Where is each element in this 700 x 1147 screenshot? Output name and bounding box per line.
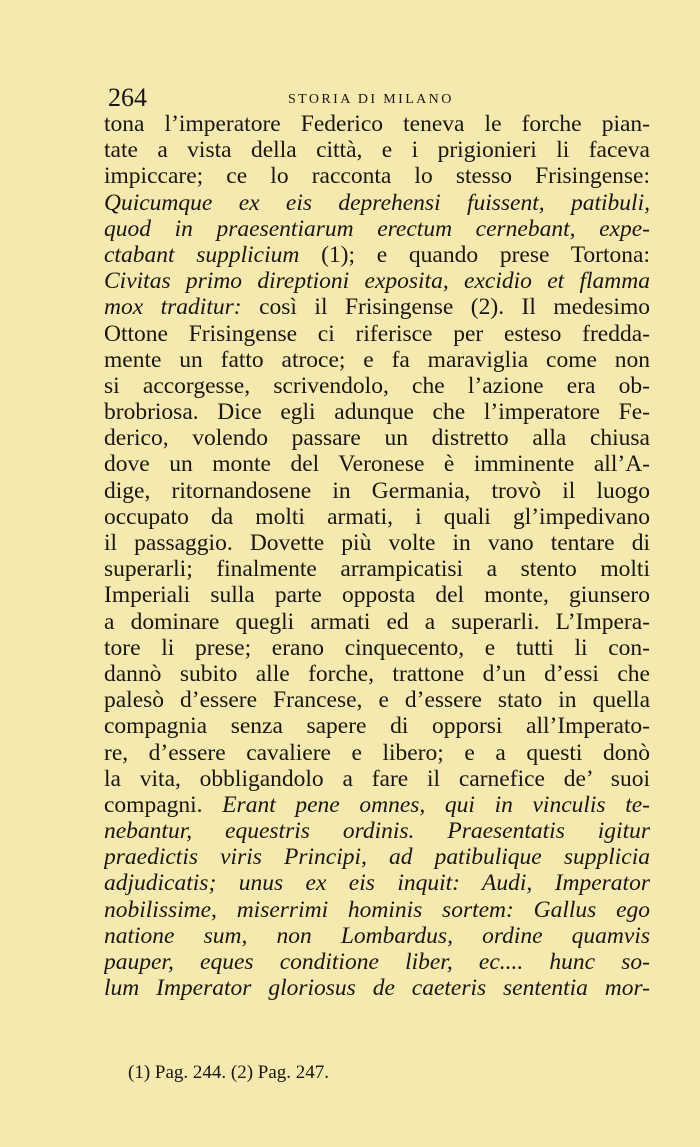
- italic-text-segment: lum Imperator gloriosus de caeteris sententia mor-: [104, 975, 650, 1002]
- text-segment: occupato da molti armati, i quali gl’impedivano: [104, 503, 650, 530]
- text-line: [104, 242, 650, 268]
- text-segment: così il Frisingense (2). Il medesimo: [241, 294, 650, 321]
- text-line: [104, 163, 650, 189]
- text-segment: re, d’essere cavaliere e libero; e a questi donò: [104, 739, 650, 766]
- text-line: [104, 530, 650, 556]
- text-segment: tona l’imperatore Federico teneva le forche pian-: [104, 111, 650, 137]
- text-line: [104, 478, 650, 504]
- text-line: [104, 818, 650, 844]
- text-segment: dove un monte del Veronese è imminente all’A-: [104, 451, 650, 478]
- text-line: [104, 713, 650, 739]
- italic-text-segment: Quicumque ex eis deprehensi fuissent, patibuli,: [104, 189, 650, 216]
- text-segment: tate a vista della città, e i prigionieri li faceva: [104, 137, 650, 164]
- italic-text-segment: natione sum, non Lombardus, ordine quamvis: [104, 922, 650, 949]
- page-header: [108, 83, 648, 112]
- italic-text-segment: Erant pene omnes, qui in vinculis te-: [222, 791, 650, 818]
- text-line: [104, 268, 650, 294]
- text-segment: brobriosa. Dice egli adunque che l’imperatore Fe-: [104, 399, 650, 426]
- italic-text-segment: nebantur, equestris ordinis. Praesentatis igitur: [104, 818, 650, 845]
- text-segment: palesò d’essere Francese, e d’essere stato in quella: [104, 687, 650, 714]
- italic-text-segment: nobilissime, miserrimi hominis sortem: Gallus ego: [104, 896, 650, 923]
- text-segment: Ottone Frisingense ci riferisce per esteso fredda-: [104, 320, 650, 347]
- text-line: [104, 111, 650, 137]
- text-line: [104, 556, 650, 582]
- text-line: [104, 347, 650, 373]
- italic-text-segment: quod in praesentiarum erectum cernebant, expe-: [104, 215, 650, 242]
- text-line: [104, 687, 650, 713]
- running-title: STORIA DI MILANO: [288, 92, 454, 107]
- text-line: [104, 766, 650, 792]
- text-segment: (1); e quando prese Tortona:: [299, 241, 650, 268]
- page-number: 264: [108, 83, 147, 112]
- italic-text-segment: pauper, eques conditione liber, ec.... hunc so-: [104, 949, 650, 975]
- text-segment: a dominare quegli armati ed a superarli. L’Impera-: [104, 608, 650, 635]
- text-segment: compagnia senza sapere di opporsi all’Imperato-: [104, 713, 650, 740]
- text-line: [104, 661, 650, 687]
- text-line: [104, 321, 650, 347]
- text-line: [104, 399, 650, 425]
- text-line: [104, 582, 650, 608]
- text-line: [104, 137, 650, 163]
- text-segment: si accorgesse, scrivendolo, che l’azione era ob-: [104, 372, 650, 399]
- text-segment: dige, ritornandosene in Germania, trovò il luogo: [104, 477, 650, 504]
- italic-text-segment: mox traditur:: [104, 294, 242, 321]
- text-line: [104, 923, 650, 949]
- text-segment: superarli; finalmente arrampicatisi a stento molti: [104, 556, 650, 583]
- text-line: [104, 975, 650, 1001]
- text-line: [104, 949, 650, 975]
- body-text: [104, 111, 650, 1001]
- text-line: [104, 373, 650, 399]
- text-segment: dannò subito alle forche, trattone d’un d’essi che: [104, 660, 650, 687]
- text-line: [104, 504, 650, 530]
- text-line: [104, 190, 650, 216]
- italic-text-segment: Civitas primo direptioni exposita, excidio et flamma: [104, 268, 650, 295]
- text-line: [104, 425, 650, 451]
- text-line: [104, 792, 650, 818]
- text-segment: derico, volendo passare un distretto alla chiusa: [104, 425, 650, 452]
- text-line: [104, 294, 650, 320]
- text-line: [104, 216, 650, 242]
- text-line: [104, 451, 650, 477]
- italic-text-segment: ctabant supplicium: [104, 241, 300, 268]
- text-line: [104, 897, 650, 923]
- text-segment: la vita, obbligandolo a fare il carnefice de’ suoi: [104, 765, 650, 792]
- italic-text-segment: praedictis viris Principi, ad patibulique supplicia: [104, 844, 650, 871]
- text-segment: tore li prese; erano cinquecento, e tutti li con-: [104, 634, 650, 661]
- text-line: [104, 609, 650, 635]
- italic-text-segment: adjudicatis; unus ex eis inquit: Audi, Imperator: [104, 870, 650, 897]
- text-segment: mente un fatto atroce; e fa maraviglia come non: [104, 346, 650, 373]
- text-segment: il passaggio. Dovette più volte in vano tentare di: [104, 530, 650, 556]
- text-line: [104, 635, 650, 661]
- text-segment: compagni.: [104, 791, 223, 818]
- text-line: [104, 740, 650, 766]
- text-line: [104, 844, 650, 870]
- text-segment: Imperiali sulla parte opposta del monte, giunsero: [104, 582, 650, 609]
- text-line: [104, 870, 650, 896]
- footnotes: (1) Pag. 244. (2) Pag. 247.: [128, 1062, 330, 1083]
- text-segment: impiccare; ce lo racconta lo stesso Frisingense:: [104, 163, 650, 190]
